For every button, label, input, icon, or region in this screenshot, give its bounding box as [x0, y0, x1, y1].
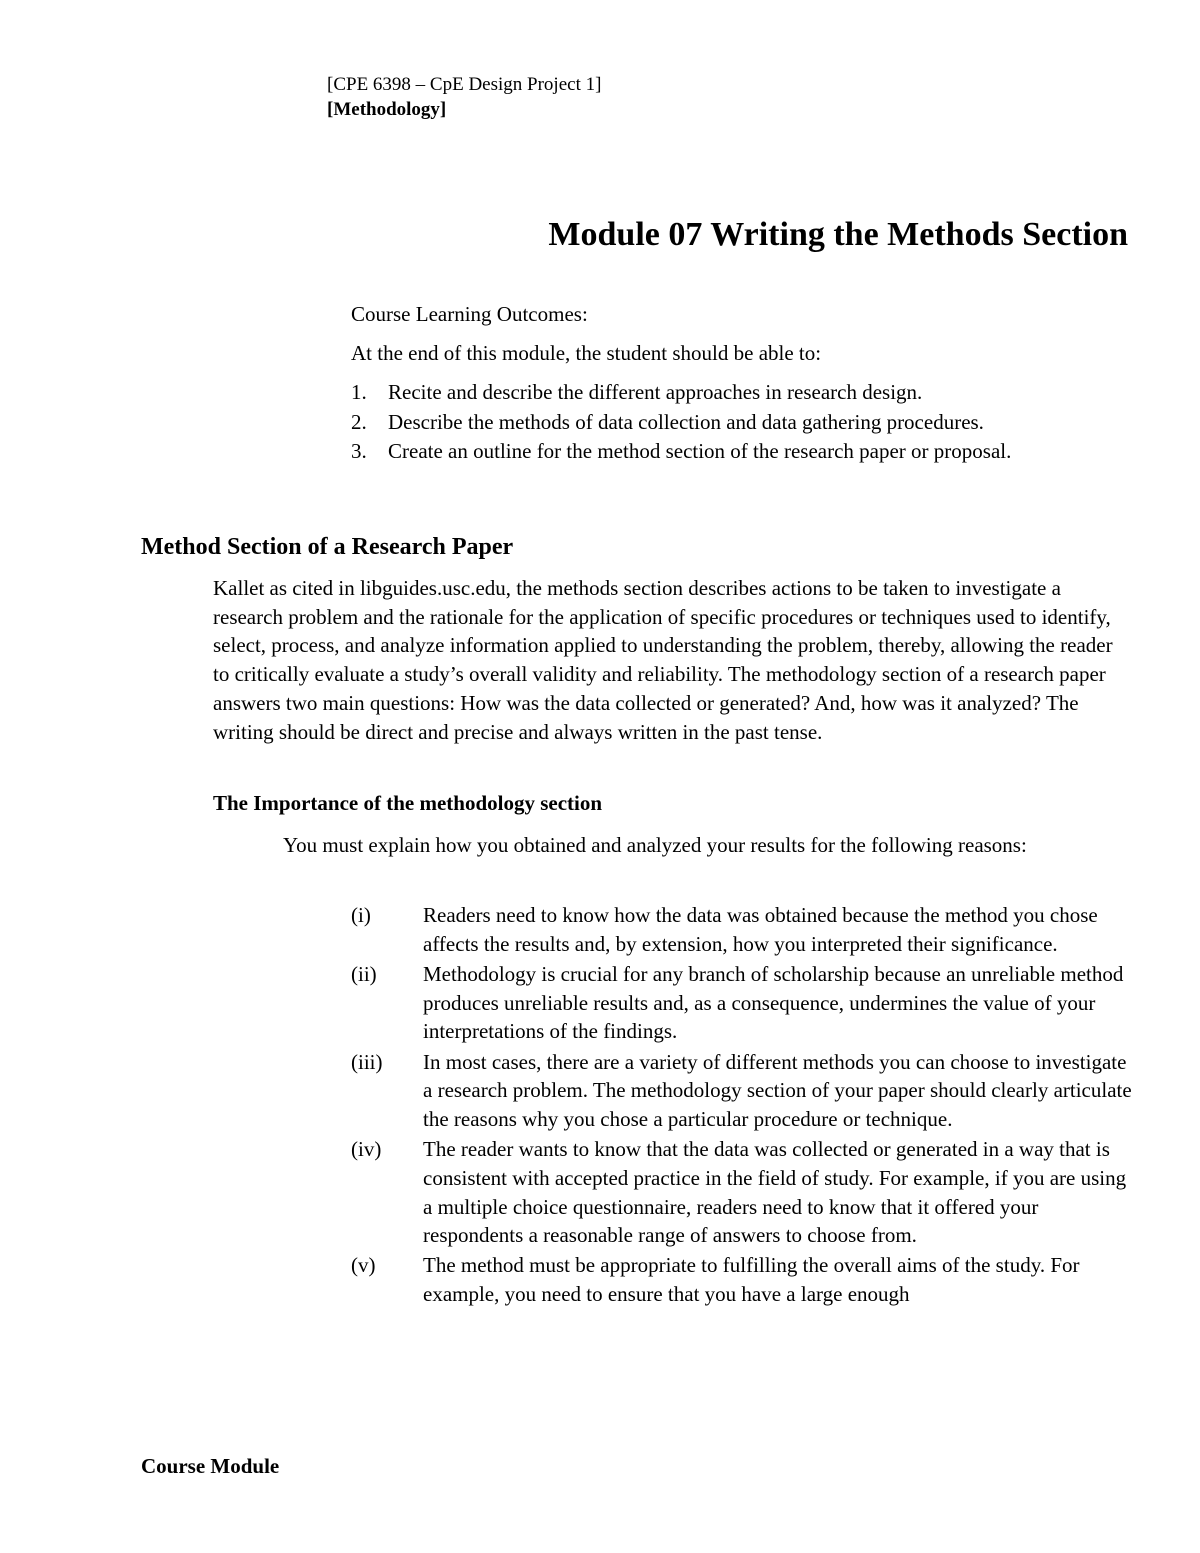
learning-outcomes — [351, 300, 1111, 467]
reason-text: The method must be appropriate to fulfilling the overall aims of the study. For example, you need to ensure that you have a large enough — [423, 1253, 1080, 1307]
reason-text: In most cases, there are a variety of different methods you can choose to investigate a research problem. The methodology section of your paper should clearly articulate the reasons why you chose a particular procedure or technique. — [423, 1049, 1132, 1131]
outcome-text: Recite and describe the different approaches in research design. — [388, 380, 923, 404]
reason-numeral: (v) — [351, 1253, 376, 1278]
module-title: Module 07 Writing the Methods Section — [548, 216, 1128, 253]
outcome-item — [351, 408, 1111, 438]
page-header — [327, 72, 601, 122]
reason-numeral: (i) — [351, 903, 371, 927]
reason-text: The reader wants to know that the data was collected or generated in a way that is consistent with accepted practice in the field of study. For example, if you are using a multiple choice questionnaire, readers need to know that it offered your respondents a reasonable range of answers to choose from. — [423, 1137, 1127, 1248]
outcome-number: 3. — [351, 439, 367, 463]
outcomes-lead: At the end of this module, the student should be able to: — [351, 341, 822, 365]
header-topic: [Methodology] — [327, 99, 447, 120]
outcome-item — [351, 437, 1111, 467]
reason-text: Readers need to know how the data was obtained because the method you chose affects the results and, by extension, how you interpreted their significance. — [423, 903, 1098, 956]
reason-numeral: (ii) — [351, 961, 377, 986]
section-body: Kallet as cited in libguides.usc.edu, the methods section describes actions to be taken to investigate a research problem and the rationale for the application of specific procedures or techniques used to identify, select, process, and analyze information applied to understanding the problem, thereby, allowing the reader to critically evaluate a study’s overall validity and reliability. The methodology section of a research paper answers two main questions: How was the data collected or generated? And, how was it analyzed? The writing should be direct and precise and always written in the past tense. — [213, 576, 1113, 744]
importance-lead: You must explain how you obtained and analyzed your results for the following reasons: — [283, 833, 1027, 857]
reason-numeral: (iv) — [351, 1137, 382, 1162]
reason-text: Methodology is crucial for any branch of scholarship because an unreliable method produces unreliable results and, as a consequence, undermines the value of your interpretations of the findings. — [423, 961, 1124, 1044]
reason-item — [351, 1251, 1141, 1308]
outcome-text: Create an outline for the method section of the research paper or proposal. — [388, 439, 1012, 463]
outcomes-list — [351, 378, 1111, 467]
reasons-list — [351, 901, 1141, 1310]
outcomes-label: Course Learning Outcomes: — [351, 302, 588, 326]
reason-numeral: (iii) — [351, 1049, 383, 1074]
outcome-item — [351, 378, 1111, 408]
reason-item — [351, 1135, 1141, 1250]
outcome-number: 2. — [351, 409, 367, 434]
header-course: [CPE 6398 – CpE Design Project 1] — [327, 74, 602, 95]
reason-item — [351, 901, 1141, 958]
reason-item — [351, 960, 1141, 1046]
outcome-text: Describe the methods of data collection and data gathering procedures. — [388, 409, 984, 434]
page-footer: Course Module — [141, 1454, 280, 1478]
reason-item — [351, 1048, 1141, 1134]
importance-heading: The Importance of the methodology section — [213, 791, 603, 815]
outcome-number: 1. — [351, 380, 367, 404]
section-heading: Method Section of a Research Paper — [141, 534, 514, 560]
